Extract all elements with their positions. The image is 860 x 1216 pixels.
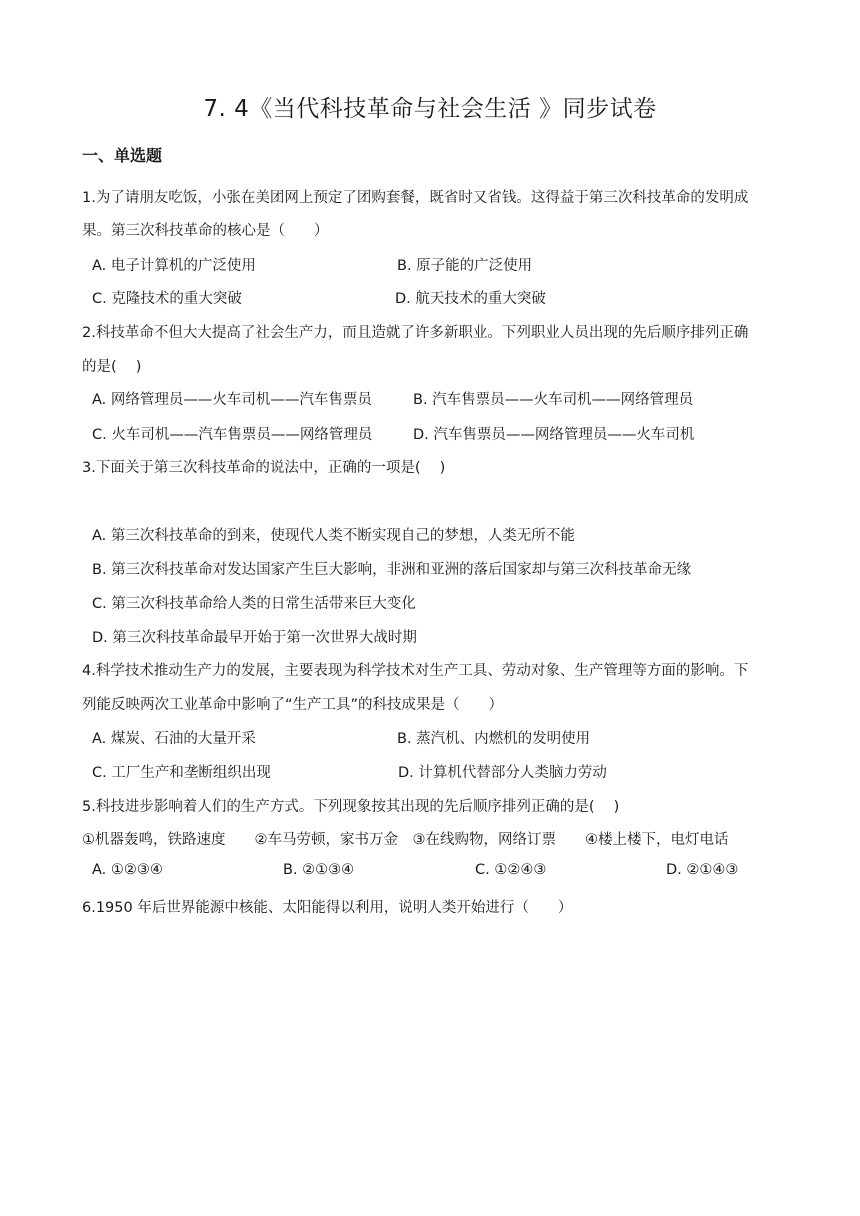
question-1-option-b: B. 原子能的广泛使用 — [397, 258, 533, 274]
question-3-option-b: B. 第三次科技革命对发达国家产生巨大影响，非洲和亚洲的落后国家却与第三次科技革命无缘 — [92, 562, 692, 578]
question-2-option-b: B. 汽车售票员——火车司机——网络管理员 — [413, 392, 694, 408]
question-5-option-a: A. ①②③④ — [92, 862, 163, 878]
document-title: 7. 4《当代科技革命与社会生活 》同步试卷 — [203, 96, 657, 122]
question-2-option-c: C. 火车司机——汽车售票员——网络管理员 — [92, 427, 373, 443]
question-5-option-d: D. ②①④③ — [666, 862, 739, 878]
question-5-line-2: ①机器轰鸣，铁路速度 ②车马劳顿，家书万金 ③在线购物，网络订票 ④楼上楼下，电灯电话 — [82, 832, 729, 848]
question-4-option-a: A. 煤炭、石油的大量开采 — [92, 731, 256, 747]
question-4-line-1: 4.科学技术推动生产力的发展，主要表现为科学技术对生产工具、劳动对象、生产管理等方面的影响。下 — [82, 663, 749, 679]
question-2-line-2: 的是( ) — [82, 359, 142, 375]
question-1-option-c: C. 克隆技术的重大突破 — [92, 291, 242, 307]
section-heading: 一、单选题 — [82, 146, 163, 165]
question-6-line-1: 6.1950 年后世界能源中核能、太阳能得以利用，说明人类开始进行（ ） — [82, 900, 573, 916]
question-1-option-a: A. 电子计算机的广泛使用 — [92, 258, 256, 274]
question-4-option-c: C. 工厂生产和垄断组织出现 — [92, 765, 271, 781]
question-4-option-d: D. 计算机代替部分人类脑力劳动 — [398, 765, 607, 781]
question-4-option-b: B. 蒸汽机、内燃机的发明使用 — [397, 731, 591, 747]
question-5-option-c: C. ①②④③ — [475, 862, 547, 878]
question-2-option-d: D. 汽车售票员——网络管理员——火车司机 — [413, 427, 695, 443]
question-3-option-d: D. 第三次科技革命最早开始于第一次世界大战时期 — [92, 630, 417, 646]
question-1-line-1: 1.为了请朋友吃饭，小张在美团网上预定了团购套餐，既省时又省钱。这得益于第三次科技革命的发明成 — [82, 190, 749, 206]
question-3-option-c: C. 第三次科技革命给人类的日常生活带来巨大变化 — [92, 596, 416, 612]
question-4-line-2: 列能反映两次工业革命中影响了“生产工具”的科技成果是（ ） — [82, 697, 504, 713]
question-5-line-1: 5.科技进步影响着人们的生产方式。下列现象按其出现的先后顺序排列正确的是( ) — [82, 799, 620, 815]
question-3-line-1: 3.下面关于第三次科技革命的说法中，正确的一项是( ) — [82, 460, 446, 476]
question-1-line-2: 果。第三次科技革命的核心是（ ） — [82, 223, 329, 239]
question-5-option-b: B. ②①③④ — [283, 862, 355, 878]
question-2-option-a: A. 网络管理员——火车司机——汽车售票员 — [92, 392, 372, 408]
question-1-option-d: D. 航天技术的重大突破 — [395, 291, 546, 307]
question-2-line-1: 2.科技革命不但大大提高了社会生产力，而且造就了许多新职业。下列职业人员出现的先后顺序排列正确 — [82, 325, 749, 341]
question-3-option-a: A. 第三次科技革命的到来，使现代人类不断实现自己的梦想，人类无所不能 — [92, 528, 575, 544]
